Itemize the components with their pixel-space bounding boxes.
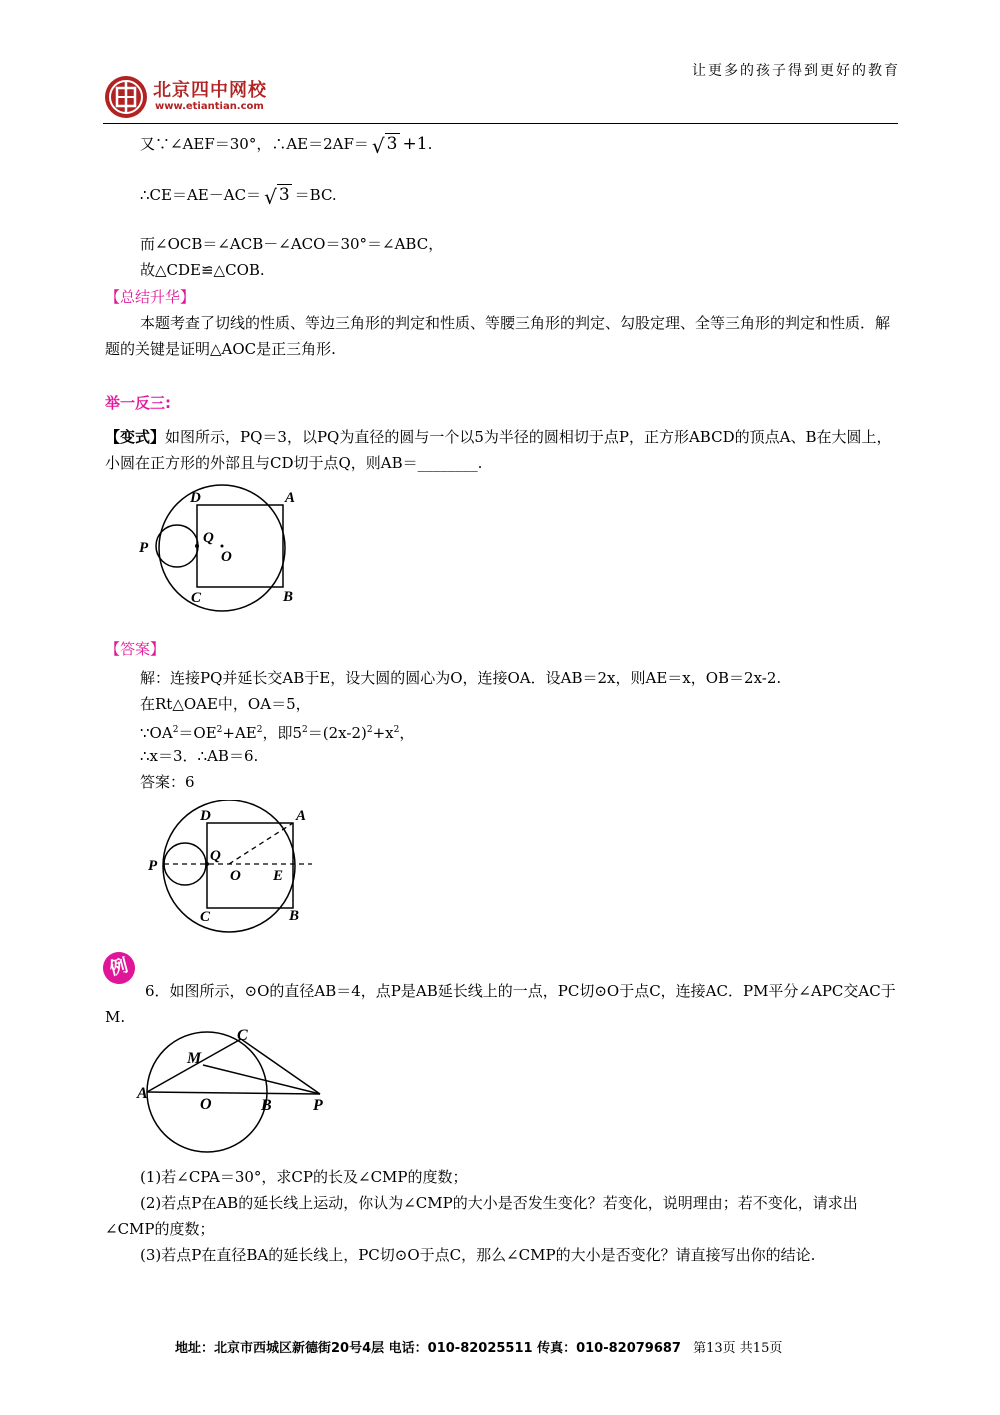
label-p: P xyxy=(139,540,149,556)
logo-url: www.etiantian.com xyxy=(155,101,264,112)
logo-text: 北京四中网校 xyxy=(153,80,267,101)
label-c: C xyxy=(191,590,202,606)
variant-text: 【变式】如图所示，PQ＝3，以PQ为直径的圆与一个以5为半径的圆相切于点P，正方形ABCD的顶点A、B在大圆上，小圆在正方形的外部且与CD切于点Q，则AB＝________. xyxy=(105,428,892,472)
footer-page: 第13页 共15页 xyxy=(693,1341,783,1356)
label-d: D xyxy=(200,808,211,824)
solution-line-1: 又∵∠AEF＝30°，∴AE＝2AF＝ √ 3 +1. xyxy=(140,134,433,158)
figure-answer-diagram xyxy=(140,800,315,945)
label-a: A xyxy=(285,490,296,506)
sqrt-expression: √ 3 xyxy=(264,185,290,209)
footer-address: 地址：北京市西城区新德街20号4层 电话：010-82025511 传真：010-82079687 xyxy=(175,1341,681,1356)
answer-line-3: $\because OA^2=OE^2+AE^2$，即$5^2=(2x-2)^2+x^2$， xyxy=(140,724,415,742)
answer-heading: 【答案】 xyxy=(105,640,166,658)
example-badge-text: 例 xyxy=(107,955,131,980)
label-p: P xyxy=(148,858,158,874)
solution-line-2: ∴CE＝AE－AC＝ √ 3 ＝BC. xyxy=(140,185,337,209)
label-b: B xyxy=(283,589,294,605)
example-text: 6．如图所示，⊙O的直径AB＝4，点P是AB延长线上的一点，PC切⊙O于点C，连接AC．PM平分∠APC交AC于M. xyxy=(105,982,896,1026)
figure-circle-square xyxy=(135,480,310,615)
label-m: M xyxy=(187,1050,202,1067)
solution-line-3: 而∠OCB＝∠ACB－∠ACO＝30°＝∠ABC， xyxy=(140,235,444,253)
label-q: Q xyxy=(210,848,221,864)
answer-line-4: ∴x＝3．∴AB＝6. xyxy=(140,747,259,765)
sqrt-expression: √ 3 xyxy=(371,134,398,158)
label-c: C xyxy=(200,909,211,925)
label-o: O xyxy=(200,1096,212,1113)
label-d: D xyxy=(190,490,201,506)
question-2: (2)若点P在AB的延长线上运动，你认为∠CMP的大小是否发生变化？若变化，说明理由；若不变化，请求出∠CMP的度数； xyxy=(105,1194,858,1238)
label-b: B xyxy=(261,1097,272,1114)
summary-heading: 【总结升华】 xyxy=(105,288,196,306)
logo-emblem-icon xyxy=(103,74,149,120)
label-e: E xyxy=(273,868,284,884)
label-a: A xyxy=(137,1085,148,1102)
practice-heading: 举一反三: xyxy=(105,394,171,412)
footer xyxy=(175,1337,782,1356)
label-a: A xyxy=(296,808,307,824)
label-o: O xyxy=(221,549,232,565)
logo xyxy=(103,74,303,120)
label-c: C xyxy=(237,1028,248,1044)
summary-text: 本题考查了切线的性质、等边三角形的判定和性质、等腰三角形的判定、勾股定理、全等三角形的判定和性质．解题的关键是证明△AOC是正三角形. xyxy=(105,314,891,358)
label-q: Q xyxy=(203,530,214,546)
header-divider xyxy=(103,123,898,124)
figure-tangent-diagram xyxy=(135,1028,335,1153)
question-1: (1)若∠CPA＝30°，求CP的长及∠CMP的度数； xyxy=(140,1168,468,1186)
solution-line-4: 故△CDE≌△COB. xyxy=(140,261,265,279)
answer-line-5: 答案：6 xyxy=(140,773,195,791)
label-p: P xyxy=(313,1097,323,1114)
header-slogan: 让更多的孩子得到更好的教育 xyxy=(692,63,900,79)
answer-line-1: 解：连接PQ并延长交AB于E，设大圆的圆心为O，连接OA．设AB＝2x，则AE＝x，OB＝2x-2. xyxy=(140,669,782,687)
answer-line-2: 在Rt△OAE中，OA＝5， xyxy=(140,695,311,713)
label-b: B xyxy=(289,908,300,924)
label-o: O xyxy=(230,868,241,884)
question-3: (3)若点P在直径BA的延长线上，PC切⊙O于点C，那么∠CMP的大小是否变化？请直接写出你的结论. xyxy=(140,1246,816,1264)
